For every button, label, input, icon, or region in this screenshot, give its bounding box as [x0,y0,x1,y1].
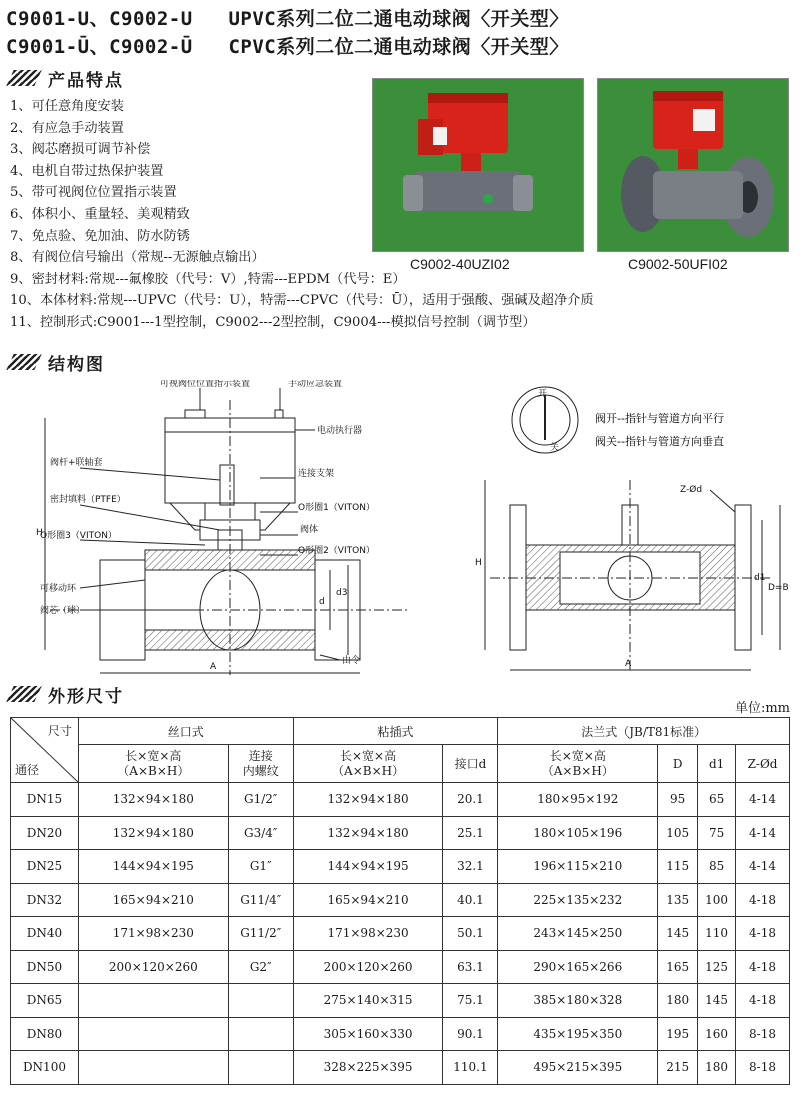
label-oring2: O形圈2（VITON） [298,546,375,556]
label-packing: 密封填料（PTFE） [50,495,126,505]
cell-f-size: 290×165×266 [498,950,658,984]
cell-f-D: 135 [658,883,698,917]
label-actuator: 电动执行器 [317,426,363,436]
cell-f-size: 495×215×395 [498,1051,658,1085]
cell-f-d1: 85 [698,850,736,884]
cell-t-conn: G11/2″ [228,917,293,951]
section-stripe-icon [6,354,41,370]
cell-t-size [78,1051,228,1085]
cell-dn: DN100 [11,1051,79,1085]
photo-caption-1: C9002-40UZI02 [410,256,510,272]
table-row [11,816,790,850]
cell-f-size: 180×105×196 [498,816,658,850]
cell-s-size: 132×94×180 [293,816,443,850]
cell-t-size [78,1017,228,1051]
dimensions-section-title: 外形尺寸 [10,682,124,706]
subheader-flange-size: 长×宽×高 （A×B×H） [498,745,658,783]
cell-f-D: 105 [658,816,698,850]
cell-t-conn: G1/2″ [228,783,293,817]
cell-f-d1: 125 [698,950,736,984]
dim-d1-right: d1 [754,573,766,583]
cell-f-size: 243×145×250 [498,917,658,951]
table-row [11,1051,790,1085]
structure-diagram [30,380,790,680]
label-stem: 阀杆+联轴套 [50,458,103,468]
cell-dn: DN32 [11,883,79,917]
feature-item: 7、免点验、免加油、防水防锈 [10,228,190,244]
cell-dn: DN40 [11,917,79,951]
cell-t-conn [228,1017,293,1051]
cell-f-d1: 180 [698,1051,736,1085]
cell-s-size: 275×140×315 [293,984,443,1018]
cell-f-d1: 160 [698,1017,736,1051]
cell-t-conn [228,1051,293,1085]
cell-s-size: 171×98×230 [293,917,443,951]
feature-item: 9、密封材料:常规---氟橡胶（代号：V）,特需---EPDM（代号：E） [10,271,406,287]
cell-f-d1: 100 [698,883,736,917]
product-photo-2 [597,78,789,252]
cell-f-z: 4-18 [736,883,790,917]
label-oring3: O形圈3（VITON） [40,531,117,541]
cell-s-d: 63.1 [443,950,498,984]
label-ball: 阀芯（球） [40,606,86,616]
label-manual: 手动应急装置 [288,380,343,389]
cell-f-D: 115 [658,850,698,884]
dim-a-left: A [210,662,217,672]
table-row [11,950,790,984]
cell-f-z: 4-14 [736,783,790,817]
group-socket: 粘插式 [293,718,498,745]
cell-f-z: 4-14 [736,816,790,850]
open-rule-text: 阀开--指针与管道方向平行 [595,412,724,425]
dimensions-table [10,717,790,1085]
cell-t-size: 144×94×195 [78,850,228,884]
cell-f-D: 95 [658,783,698,817]
header-title-2: CPVC系列二位二通电动球阀〈开关型〉 [228,36,569,58]
feature-item: 2、有应急手动装置 [10,120,124,136]
dial-close-label: 关 [550,443,560,453]
cell-s-d: 20.1 [443,783,498,817]
feature-item: 5、带可视阀位位置指示装置 [10,185,177,201]
cell-f-z: 4-18 [736,984,790,1018]
dim-d-left: d [319,597,325,607]
cell-f-z: 8-18 [736,1051,790,1085]
cell-s-d: 25.1 [443,816,498,850]
cell-s-size: 200×120×260 [293,950,443,984]
label-bracket: 连接支架 [298,469,335,479]
label-zd: Z-Ød [680,485,703,495]
cell-t-conn: G11/4″ [228,883,293,917]
cell-dn: DN80 [11,1017,79,1051]
label-indicator: 可视阀位位置指示装置 [160,380,251,389]
header-models-2: C9001-Ū、C9002-Ū [6,36,193,58]
cell-f-D: 195 [658,1017,698,1051]
cell-dn: DN25 [11,850,79,884]
cell-f-size: 196×115×210 [498,850,658,884]
cell-s-size: 132×94×180 [293,783,443,817]
cell-dn: DN50 [11,950,79,984]
cell-f-size: 435×195×350 [498,1017,658,1051]
cell-s-size: 144×94×195 [293,850,443,884]
group-flange: 法兰式（JB/T81标准） [498,718,790,745]
subheader-threaded-size: 长×宽×高 （A×B×H） [78,745,228,783]
cell-t-conn: G1″ [228,850,293,884]
cell-dn: DN65 [11,984,79,1018]
dim-db-right: D=B [768,583,789,593]
cell-f-d1: 65 [698,783,736,817]
dim-a-right: A [625,659,632,669]
cell-f-size: 180×95×192 [498,783,658,817]
header-line-2 [6,32,569,59]
cell-s-size: 165×94×210 [293,883,443,917]
group-threaded: 丝口式 [78,718,293,745]
cell-f-size: 385×180×328 [498,984,658,1018]
cell-f-D: 215 [658,1051,698,1085]
label-ring: 可移动环 [40,584,77,594]
feature-item: 10、本体材料:常规---UPVC（代号：U），特需---CPVC（代号：Ū），适用于强酸、强碱及超净介质 [10,293,594,309]
subheader-flange-D: D [658,745,698,783]
cell-f-D: 165 [658,950,698,984]
feature-item: 8、有阀位信号输出（常规--无源触点输出） [10,250,265,266]
cell-t-conn [228,984,293,1018]
cell-s-d: 50.1 [443,917,498,951]
cell-t-size: 171×98×230 [78,917,228,951]
header-line-1 [6,4,569,31]
dial-open-label: 开 [538,389,548,399]
cell-t-size: 132×94×180 [78,816,228,850]
cell-t-size [78,984,228,1018]
unit-label: 单位:mm [734,701,790,716]
cell-f-z: 4-18 [736,950,790,984]
table-row [11,783,790,817]
table-row [11,1017,790,1051]
feature-item: 4、电机自带过热保护装置 [10,163,164,179]
dim-h-right: H [475,558,482,568]
cell-t-size: 200×120×260 [78,950,228,984]
subheader-socket-size: 长×宽×高 （A×B×H） [293,745,443,783]
label-union: 由令 [342,656,361,666]
subheader-flange-z: Z-Ød [736,745,790,783]
cell-t-size: 132×94×180 [78,783,228,817]
cell-f-z: 4-14 [736,850,790,884]
table-row [11,883,790,917]
cell-s-d: 40.1 [443,883,498,917]
photo-caption-2: C9002-50UFI02 [628,256,728,272]
cell-dn: DN15 [11,783,79,817]
table-row [11,850,790,884]
label-body: 阀体 [300,525,319,535]
header-models-1: C9001-U、C9002-U [6,8,193,30]
subheader-socket-d: 接口d [443,745,498,783]
cell-f-d1: 75 [698,816,736,850]
structure-section-title: 结构图 [10,350,105,374]
feature-item: 11、控制形式:C9001---1型控制，C9002---2型控制，C9004---模拟信号控制（调节型） [10,314,536,330]
features-section-title: 产品特点 [10,66,124,90]
cell-s-d: 90.1 [443,1017,498,1051]
label-oring1: O形圈1（VITON） [298,503,375,513]
feature-item: 6、体积小、重量轻、美观精致 [10,206,190,222]
cell-t-conn: G2″ [228,950,293,984]
table-row [11,917,790,951]
section-stripe-icon [6,686,41,702]
cell-f-d1: 110 [698,917,736,951]
dim-d3-left: d3 [336,588,348,598]
cell-f-D: 180 [658,984,698,1018]
close-rule-text: 阀关--指针与管道方向垂直 [595,435,724,448]
feature-item: 1、可任意角度安装 [10,99,124,114]
cell-s-d: 75.1 [443,984,498,1018]
cell-dn: DN20 [11,816,79,850]
cell-t-conn: G3/4″ [228,816,293,850]
subheader-flange-d1: d1 [698,745,736,783]
cell-s-d: 32.1 [443,850,498,884]
product-photo-1 [372,78,584,252]
cell-s-d: 110.1 [443,1051,498,1085]
cell-s-size: 305×160×330 [293,1017,443,1051]
cell-f-z: 4-18 [736,917,790,951]
header-title-1: UPVC系列二位二通电动球阀〈开关型〉 [228,8,569,30]
section-stripe-icon [6,70,41,86]
cell-t-size: 165×94×210 [78,883,228,917]
cell-s-size: 328×225×395 [293,1051,443,1085]
feature-item: 3、阀芯磨损可调节补偿 [10,142,151,158]
cell-f-z: 8-18 [736,1017,790,1051]
dim-h-left: H [36,528,43,538]
table-corner-cell: 尺寸 通径 [11,718,79,783]
cell-f-d1: 145 [698,984,736,1018]
subheader-threaded-conn: 连接 内螺纹 [228,745,293,783]
cell-f-D: 145 [658,917,698,951]
cell-f-size: 225×135×232 [498,883,658,917]
table-row [11,984,790,1018]
